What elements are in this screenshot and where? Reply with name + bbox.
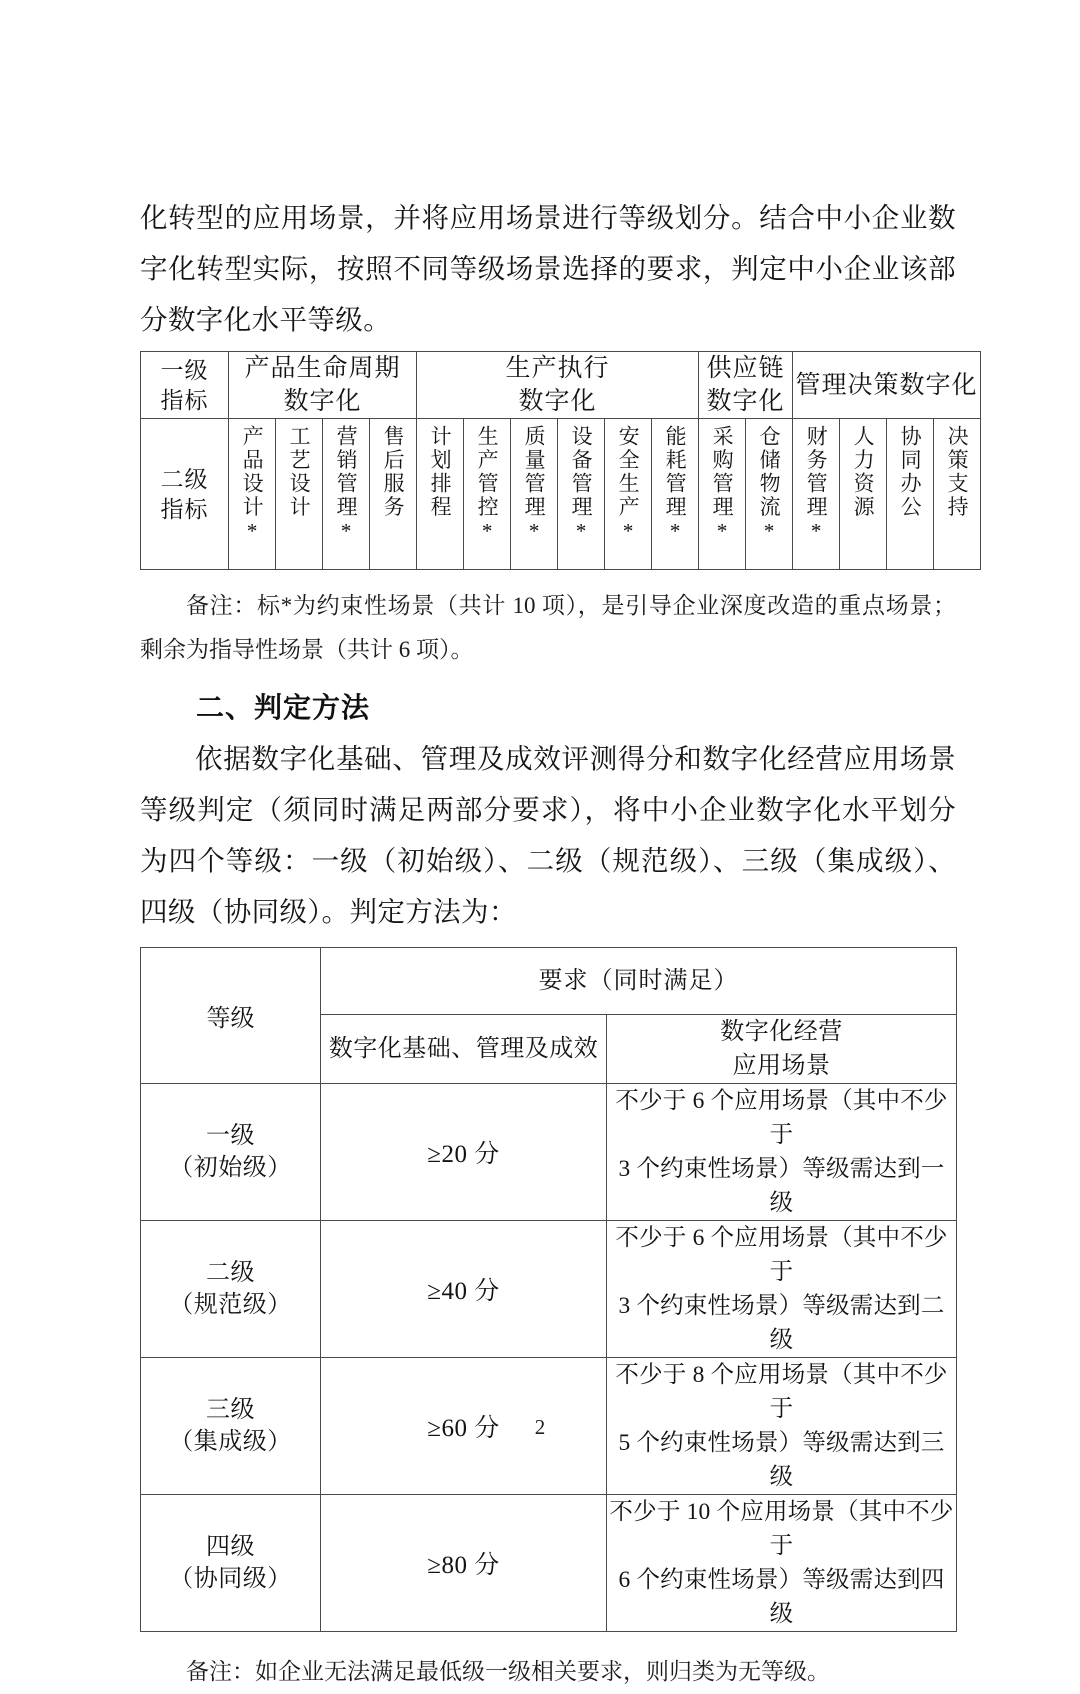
level2-label: 人力资源 [851,425,876,519]
table-row [141,1495,957,1632]
grade-level-line1: 一级 [206,1123,255,1149]
level2-cell-after-sales-service [370,419,417,570]
row-header-level1-line2: 指标 [160,387,209,413]
level1-group-product-lifecycle [229,352,417,419]
grade-level-cell [141,1495,321,1632]
row-header-level2-line2: 指标 [160,496,209,522]
grade-scene-line2: 6 个约束性场景）等级需达到四级 [618,1567,945,1627]
level2-label: 生产管控* [475,425,500,546]
level2-label: 仓储物流* [757,425,782,546]
grade-level-line2: （规范级） [169,1292,292,1318]
level1-group-line2: 数字化 [706,387,785,415]
row-header-level1 [141,352,229,419]
page-number: 2 [534,1415,546,1439]
level2-cell-warehouse-logistics [746,419,793,570]
level2-cell-energy-management [652,419,699,570]
grade-scene-line2: 5 个约束性场景）等级需达到三级 [618,1430,945,1490]
grade-scene-cell [607,1084,957,1221]
level2-cell-collaborative-office [887,419,934,570]
table-row-level2 [141,419,981,570]
level1-group-line1: 管理决策数字化 [795,370,978,399]
grade-scene-line2: 3 个约束性场景）等级需达到一级 [618,1156,945,1216]
level2-label: 协同办公 [898,425,923,519]
grade-level-line2: （初始级） [169,1155,292,1181]
level2-cell-finance-management [793,419,840,570]
page-content [140,192,978,1694]
level2-cell-plan-scheduling [417,419,464,570]
grade-scene-line2: 3 个约束性场景）等级需达到二级 [618,1293,945,1353]
level1-group-line1: 供应链 [706,354,785,382]
grade-level-line1: 二级 [206,1260,255,1286]
paragraph-continued: 化转型的应用场景，并将应用场景进行等级划分。结合中小企业数字化转型实际，按照不同等级场景选择的要求，判定中小企业该部分数字化水平等级。 [140,202,956,335]
grade-level-line2: （集成级） [169,1429,292,1455]
grading-criteria-table [140,947,957,1632]
level2-cell-quality-management [511,419,558,570]
column-header-scene-line1: 数字化经营 [720,1019,843,1045]
level2-cell-human-resources [840,419,887,570]
level2-cell-procurement-management [699,419,746,570]
level1-group-line1: 产品生命周期 [244,354,401,382]
level1-group-supply-chain [699,352,793,419]
column-header-scene-line2: 应用场景 [732,1053,831,1079]
column-header-basis: 数字化基础、管理及成效 [321,1015,607,1084]
level2-label: 决策支持 [945,425,970,519]
level2-cell-marketing-management [323,419,370,570]
paragraph-method: 依据数字化基础、管理及成效评测得分和数字化经营应用场景等级判定（须同时满足两部分要求），将中小企业数字化水平划分为四个等级：一级（初始级）、二级（规范级）、三级（集成级）、四级（协同级）。判定方法为： [140,743,956,927]
row-header-level2-line1: 二级 [160,466,209,492]
level2-label: 营销管理* [334,425,359,546]
column-header-scene [607,1015,957,1084]
level1-group-line1: 生产执行 [505,354,610,382]
indicator-table-note: 备注：标*为约束性场景（共计 10 项），是引导企业深度改造的重点场景；剩余为指导性场景（共计 6 项）。 [140,593,956,662]
grade-level-cell [141,1221,321,1358]
column-header-level: 等级 [141,948,321,1084]
grade-scene-line1: 不少于 10 个应用场景（其中不少于 [609,1499,954,1559]
grade-score-cell: ≥20 分 [321,1084,607,1221]
grade-level-cell [141,1084,321,1221]
level2-label: 计划排程 [428,425,453,519]
level1-group-production-execution [417,352,699,419]
level1-group-line2: 数字化 [518,387,597,415]
row-header-level1-line1: 一级 [160,357,209,383]
grade-level-line2: （协同级） [169,1566,292,1592]
column-header-requirement: 要求（同时满足） [321,948,957,1015]
row-header-level2 [141,419,229,570]
level2-label: 工艺设计 [287,425,312,519]
level2-label: 质量管理* [522,425,547,546]
table-row-header-top [141,948,957,1015]
grade-level-line1: 三级 [206,1397,255,1423]
indicator-matrix-table [140,351,981,570]
grade-score-cell: ≥40 分 [321,1221,607,1358]
section-heading-method: 二、判定方法 [196,692,371,723]
table-row [141,1221,957,1358]
grade-scene-line1: 不少于 6 个应用场景（其中不少于 [615,1225,948,1285]
grade-scene-cell [607,1495,957,1632]
level2-label: 产品设计* [240,425,265,546]
level2-cell-process-design [276,419,323,570]
level1-group-management-decision [793,352,981,419]
grade-score-cell: ≥60 分 [321,1358,607,1495]
level2-cell-product-design [229,419,276,570]
level2-cell-production-control [464,419,511,570]
level2-label: 财务管理* [804,425,829,546]
table-row-level1 [141,352,981,419]
level2-label: 安全生产* [616,425,641,546]
level2-label: 能耗管理* [663,425,688,546]
level2-cell-decision-support [934,419,981,570]
grade-scene-cell [607,1221,957,1358]
grade-scene-line1: 不少于 8 个应用场景（其中不少于 [615,1362,948,1422]
level2-label: 采购管理* [710,425,735,546]
grade-level-line1: 四级 [206,1534,255,1560]
level1-group-line2: 数字化 [283,387,362,415]
level2-cell-safety-production [605,419,652,570]
table-row [141,1084,957,1221]
grading-table-note: 备注：如企业无法满足最低级一级相关要求，则归类为无等级。 [186,1659,830,1684]
level2-label: 设备管理* [569,425,594,546]
grade-scene-line1: 不少于 6 个应用场景（其中不少于 [615,1088,948,1148]
grade-score-cell: ≥80 分 [321,1495,607,1632]
level2-label: 售后服务 [381,425,406,519]
level2-cell-equipment-management [558,419,605,570]
